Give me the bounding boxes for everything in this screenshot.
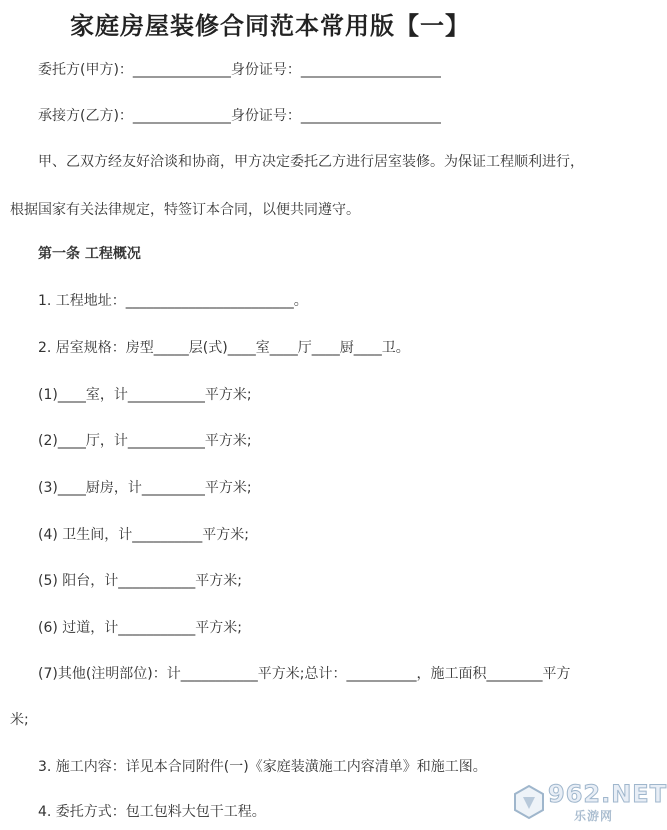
construction-content-line: 3. 施工内容：详见本合同附件(一)《家庭装潢施工内容清单》和施工图。 — [38, 759, 487, 775]
intro-paragraph-line-1: 甲、乙双方经友好洽谈和协商，甲方决定委托乙方进行居室装修。为保证工程顺利进行， — [38, 154, 584, 170]
room-item-7: (7)其他(注明部位)：计___________平方米;总计：__________，施工面积________平方 — [38, 666, 571, 682]
watermark-logo-icon — [512, 784, 546, 820]
project-address-line: 1. 工程地址：________________________。 — [38, 293, 308, 309]
room-item-1: (1)____室，计___________平方米; — [38, 387, 252, 403]
room-item-2: (2)____厅，计___________平方米; — [38, 433, 252, 449]
room-item-4: (4) 卫生间，计__________平方米; — [38, 527, 249, 543]
site-watermark — [512, 780, 667, 824]
document-title: 家庭房屋装修合同范本常用版【一】 — [70, 12, 470, 40]
commission-method-line: 4. 委托方式：包工包料大包干工程。 — [38, 804, 266, 820]
article-1-heading: 第一条 工程概况 — [38, 246, 141, 262]
room-item-6: (6) 过道，计___________平方米; — [38, 620, 242, 636]
intro-paragraph-line-2: 根据国家有关法律规定，特签订本合同，以便共同遵守。 — [10, 202, 360, 218]
client-party-line: 委托方(甲方)：______________身份证号：____________________ — [38, 62, 441, 78]
room-item-3: (3)____厨房，计_________平方米; — [38, 480, 252, 496]
contractor-party-line: 承接方(乙方)：______________身份证号：____________________ — [38, 108, 441, 124]
watermark-subtext: 乐游网 — [574, 809, 614, 823]
room-item-7-continued: 米; — [10, 712, 29, 728]
room-spec-line: 2. 居室规格：房型_____层(式)____室____厅____厨____卫。 — [38, 340, 410, 356]
room-item-5: (5) 阳台，计___________平方米; — [38, 573, 242, 589]
watermark-text: 962.NET — [548, 780, 667, 808]
